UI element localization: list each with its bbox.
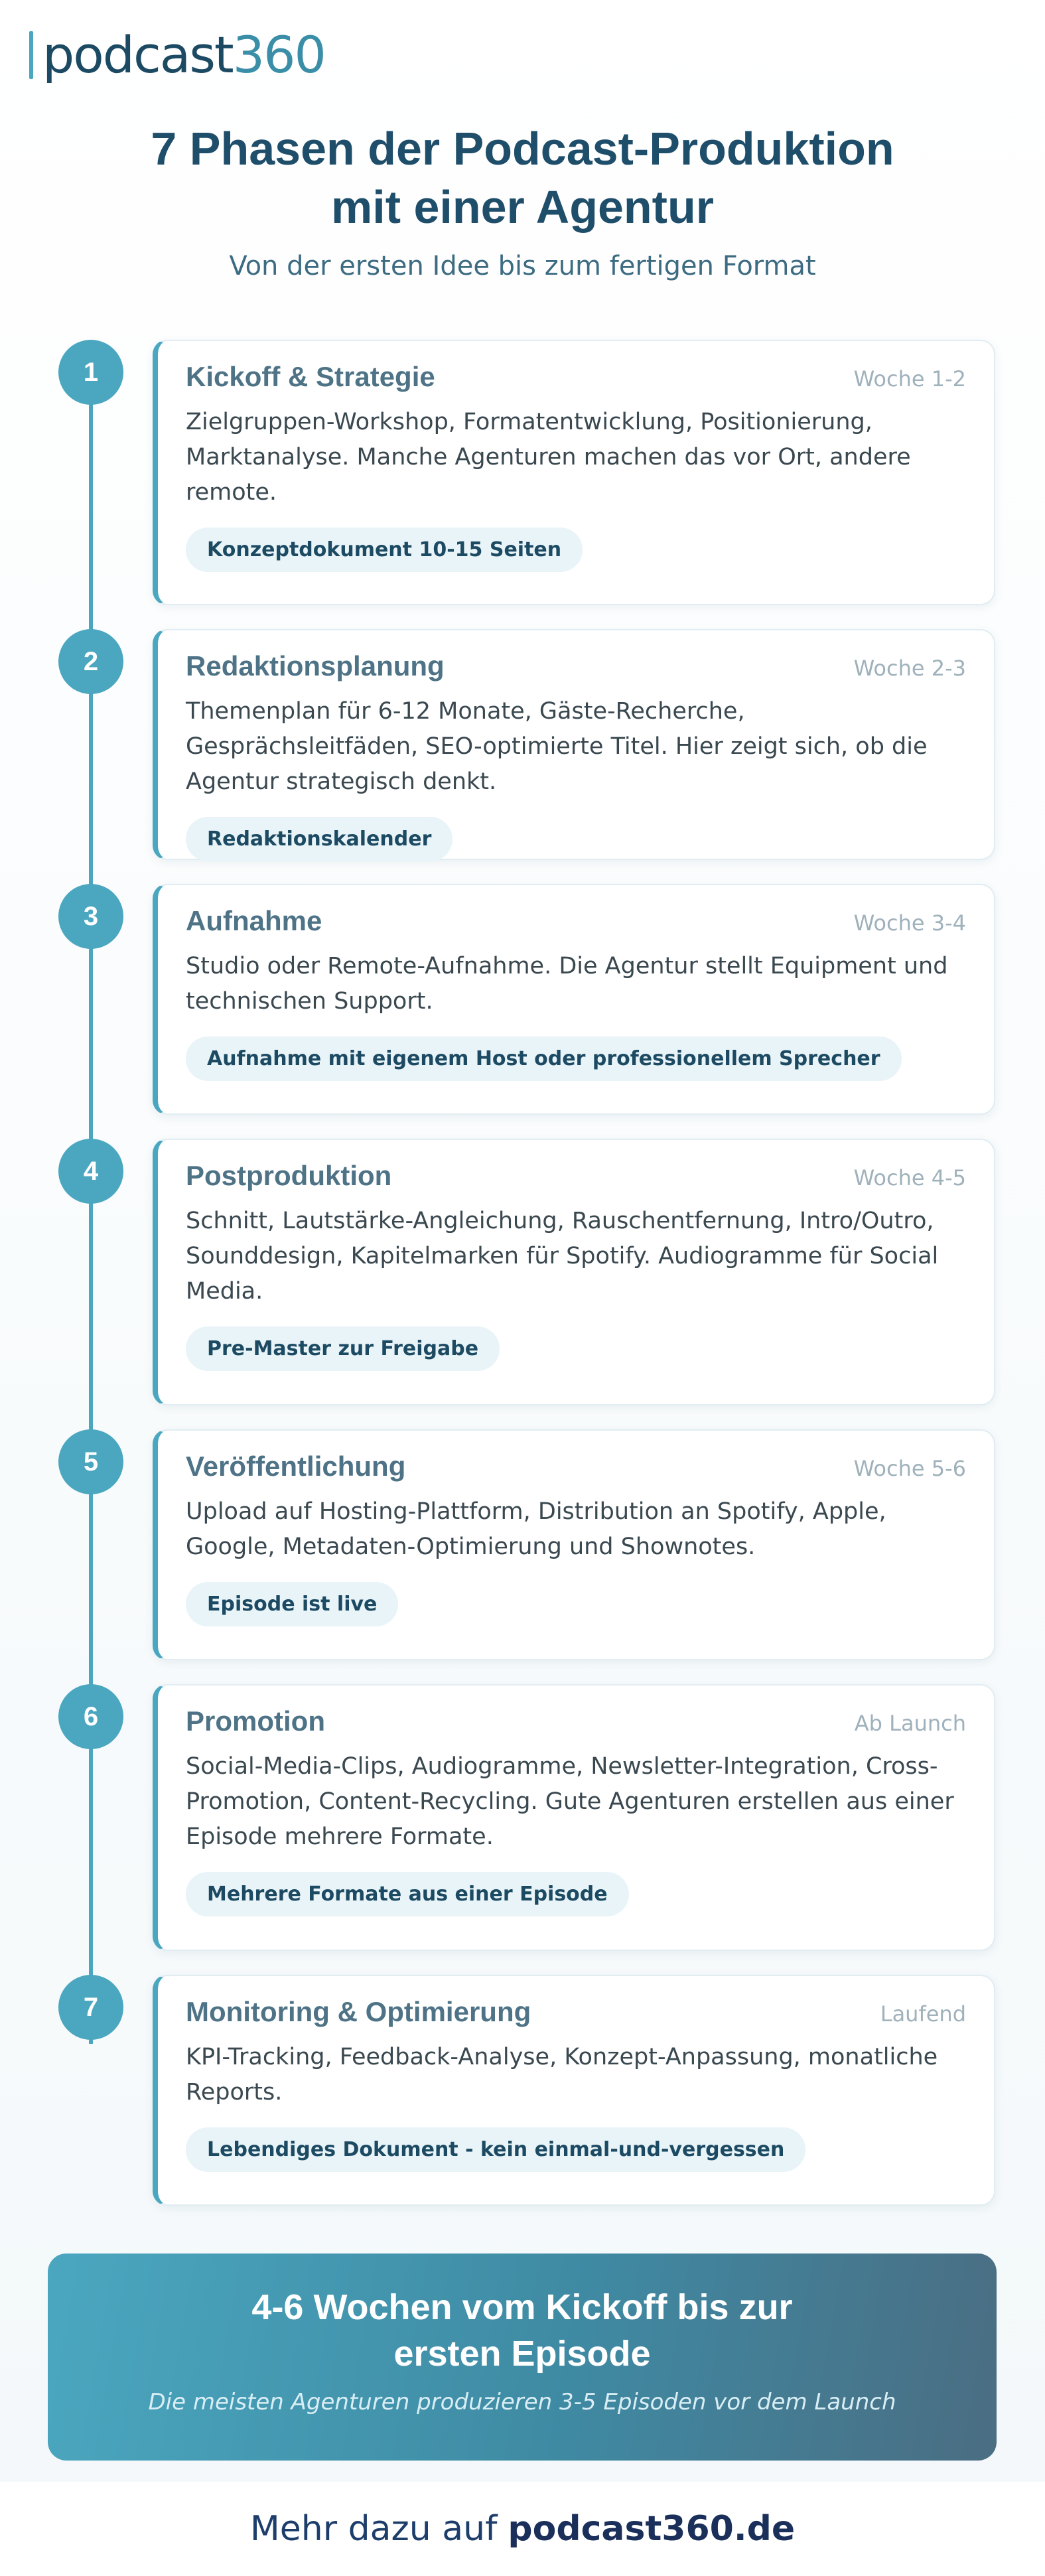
title-block (0, 119, 1045, 281)
phase-card (153, 1684, 995, 1951)
phase-deliverable-tag: Redaktionskalender (186, 817, 453, 861)
logo-text (42, 25, 325, 84)
phase-number-badge: 7 (58, 1975, 123, 2040)
phase-time: Woche 2-3 (853, 656, 966, 681)
summary-banner (48, 2254, 997, 2461)
logo-bar (29, 31, 33, 79)
phase-time: Woche 1-2 (853, 366, 966, 392)
phase-title: Kickoff & Strategie (186, 361, 435, 392)
phase-title: Redaktionsplanung (186, 650, 445, 681)
phase-card (153, 1429, 995, 1660)
summary-title: 4-6 Wochen vom Kickoff bis zur ersten Episode (251, 2287, 793, 2374)
phase-number-badge: 1 (58, 340, 123, 405)
phase-title: Veröffentlichung (186, 1451, 406, 1482)
phase-card (153, 884, 995, 1115)
phase-deliverable-tag: Pre-Master zur Freigabe (186, 1326, 500, 1371)
phase-number-badge: 3 (58, 884, 123, 949)
phase-card (153, 1139, 995, 1405)
footer-link[interactable]: podcast360.de (508, 2509, 796, 2549)
phase-deliverable-tag: Episode ist live (186, 1582, 398, 1626)
phase-time: Ab Launch (854, 1711, 966, 1736)
phase-number-badge: 6 (58, 1684, 123, 1749)
phase-description: Schnitt, Lautstärke-Angleichung, Rauschentfernung, Intro/Outro, Sounddesign, Kapitelmarken für Spotify. Audiogramme für Social Media. (186, 1208, 939, 1305)
brand-logo (29, 25, 325, 85)
phase-card (153, 629, 995, 860)
phase-deliverable-tag: Konzeptdokument 10-15 Seiten (186, 528, 583, 572)
phase-description: Themenplan für 6-12 Monate, Gäste-Recherche, Gesprächsleitfäden, SEO-optimierte Titel. Hier zeigt sich, ob die Agentur strategisch denkt. (186, 698, 928, 795)
phase-time: Laufend (880, 2001, 966, 2027)
phase-card (153, 340, 995, 605)
phase-number-badge: 2 (58, 629, 123, 694)
phase-number-badge: 5 (58, 1429, 123, 1494)
phase-time: Woche 3-4 (853, 910, 966, 936)
phase-description: Upload auf Hosting-Plattform, Distribution an Spotify, Apple, Google, Metadaten-Optimierung und Shownotes. (186, 1498, 886, 1560)
logo-number: 360 (232, 25, 325, 84)
phase-time: Woche 4-5 (853, 1165, 966, 1190)
phase-time: Woche 5-6 (853, 1456, 966, 1481)
phase-deliverable-tag: Aufnahme mit eigenem Host oder professionellem Sprecher (186, 1037, 902, 1081)
phase-title: Monitoring & Optimierung (186, 1996, 531, 2027)
logo-name: podcast (42, 25, 233, 84)
summary-note: Die meisten Agenturen produzieren 3-5 Episoden vor dem Launch (148, 2389, 896, 2415)
phase-deliverable-tag: Mehrere Formate aus einer Episode (186, 1872, 629, 1916)
footer-prefix: Mehr dazu auf (249, 2509, 498, 2549)
phase-title: Aufnahme (186, 905, 322, 936)
phase-deliverable-tag: Lebendiges Dokument - kein einmal-und-vergessen (186, 2127, 805, 2172)
page-title: 7 Phasen der Podcast-Produktion mit einer Agentur (151, 123, 894, 233)
phase-card (153, 1975, 995, 2206)
phase-number-badge: 4 (58, 1139, 123, 1204)
phase-description: Zielgruppen-Workshop, Formatentwicklung, Positionierung, Marktanalyse. Manche Agenturen machen das vor Ort, andere remote. (186, 409, 911, 506)
timeline-line (89, 372, 93, 2044)
page-subtitle: Von der ersten Idee bis zum fertigen Format (229, 251, 816, 281)
footer (0, 2482, 1045, 2576)
phase-description: Social-Media-Clips, Audiogramme, Newsletter-Integration, Cross-Promotion, Content-Recycling. Gute Agenturen erstellen aus einer Episode mehrere Formate. (186, 1753, 954, 1850)
phase-description: KPI-Tracking, Feedback-Analyse, Konzept-Anpassung, monatliche Reports. (186, 2044, 938, 2106)
phase-title: Postproduktion (186, 1160, 392, 1191)
phase-description: Studio oder Remote-Aufnahme. Die Agentur stellt Equipment und technischen Support. (186, 953, 948, 1015)
phase-title: Promotion (186, 1705, 325, 1737)
